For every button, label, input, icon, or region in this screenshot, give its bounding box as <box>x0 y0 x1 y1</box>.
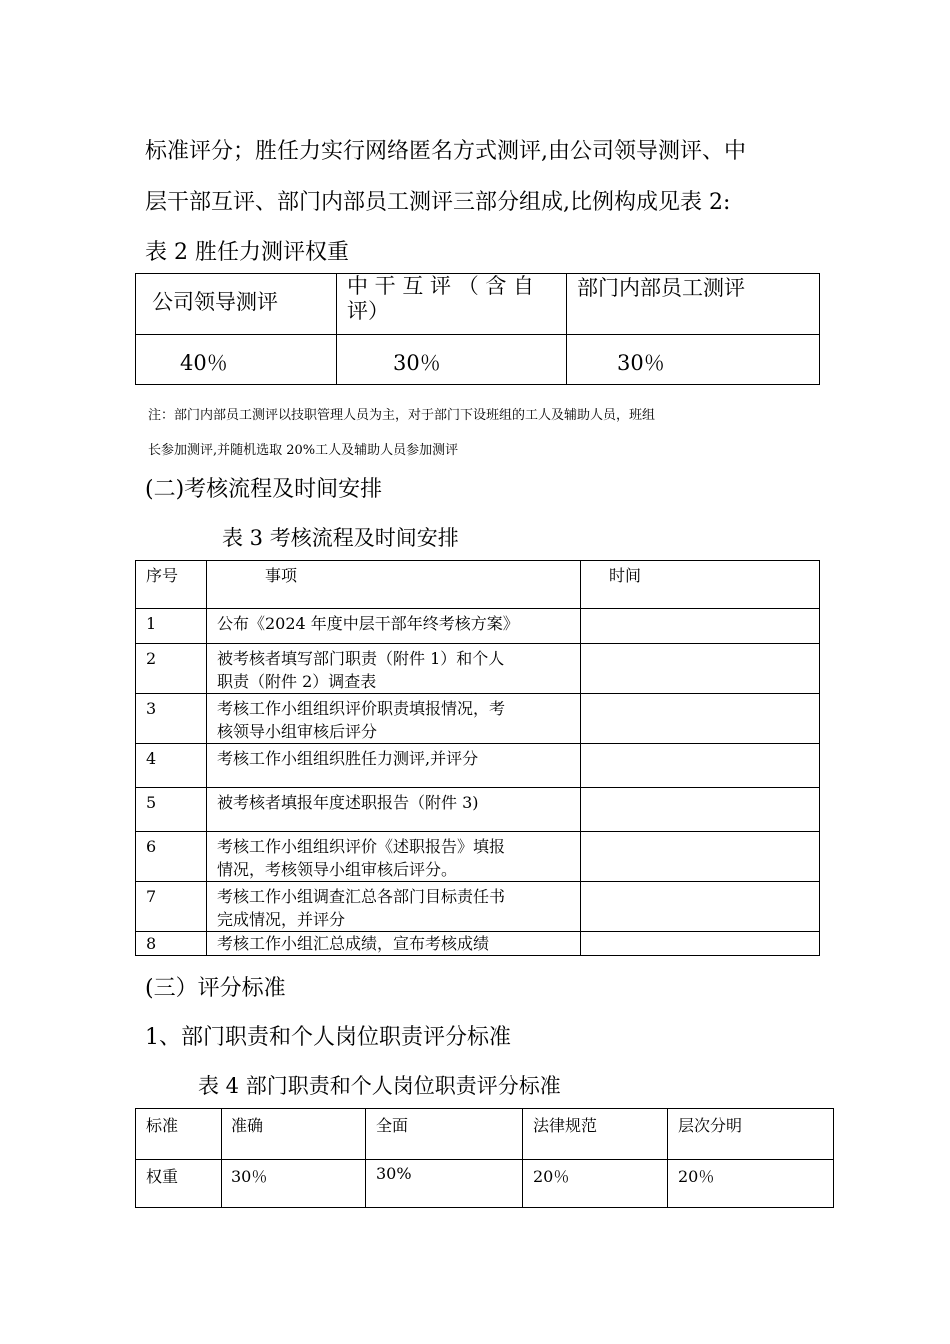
cell-comprehensive: 全面 <box>366 1109 523 1160</box>
row-item-line: 考核工作小组组织评价《述职报告》填报 <box>217 837 506 856</box>
row-item-line: 公布《2024 年度中层干部年终考核方案》 <box>217 614 519 633</box>
header-time: 时间 <box>581 561 820 609</box>
row-item-line: 考核工作小组组织胜任力测评,并评分 <box>217 749 479 768</box>
header-leader-eval: 公司领导测评 <box>136 274 337 335</box>
table-row <box>136 788 820 832</box>
row-time <box>581 694 820 744</box>
table-row <box>136 609 820 644</box>
header-peer-eval <box>337 274 567 335</box>
row-time <box>581 788 820 832</box>
value-peer-eval: 30％ <box>337 335 567 385</box>
cell-weight-accurate: 30％ <box>222 1160 366 1208</box>
cell-weight-structured: 20％ <box>668 1160 834 1208</box>
table-row <box>136 694 820 744</box>
row-item <box>207 932 581 956</box>
table-row <box>136 644 820 694</box>
intro-line-1: 标准评分；胜任力实行网络匿名方式测评,由公司领导测评、中 <box>145 139 746 164</box>
cell-weight-label: 权重 <box>136 1160 222 1208</box>
row-no: 1 <box>136 609 207 644</box>
cell-structured: 层次分明 <box>668 1109 834 1160</box>
cell-weight-legal: 20％ <box>523 1160 668 1208</box>
table-row <box>136 932 820 956</box>
row-no: 7 <box>136 882 207 932</box>
row-no: 6 <box>136 832 207 882</box>
row-time <box>581 744 820 788</box>
row-item-line: 完成情况，并评分 <box>217 910 346 929</box>
row-item-line: 职责（附件 2）调查表 <box>217 672 377 691</box>
row-item <box>207 832 581 882</box>
cell-accurate: 准确 <box>222 1109 366 1160</box>
row-item <box>207 694 581 744</box>
row-item <box>207 882 581 932</box>
row-no: 4 <box>136 744 207 788</box>
row-time <box>581 609 820 644</box>
table-row <box>136 832 820 882</box>
row-no: 8 <box>136 932 207 956</box>
section2-heading: (二)考核流程及时间安排 <box>145 477 383 502</box>
table4-caption: 表 4 部门职责和个人岗位职责评分标准 <box>198 1074 561 1098</box>
section3-heading: (三）评分标准 <box>145 976 286 1001</box>
row-item-line: 核领导小组审核后评分 <box>217 722 378 741</box>
row-time <box>581 644 820 694</box>
header-peer-eval-line2: 评） <box>347 299 389 323</box>
row-item-line: 被考核者填写部门职责（附件 1）和个人 <box>217 649 505 668</box>
row-time <box>581 832 820 882</box>
table2-note-line-2: 长参加测评,并随机选取 20%工人及辅助人员参加测评 <box>148 443 459 458</box>
row-item-line: 情况，考核领导小组审核后评分。 <box>217 860 458 879</box>
value-leader-eval: 40％ <box>136 335 337 385</box>
row-time <box>581 932 820 956</box>
section3-sub1: 1、部门职责和个人岗位职责评分标准 <box>145 1025 511 1050</box>
row-item-line: 被考核者填报年度述职报告（附件 3) <box>217 793 479 812</box>
table2-caption: 表 2 胜任力测评权重 <box>145 240 349 265</box>
row-no: 3 <box>136 694 207 744</box>
cell-weight-comprehensive: 30% <box>366 1160 523 1208</box>
row-time <box>581 882 820 932</box>
row-item <box>207 788 581 832</box>
table-row <box>136 744 820 788</box>
header-no: 序号 <box>136 561 207 609</box>
table3-caption: 表 3 考核流程及时间安排 <box>222 526 459 550</box>
header-item: 事项 <box>207 561 581 609</box>
row-item-line: 考核工作小组汇总成绩，宣布考核成绩 <box>217 934 490 953</box>
value-staff-eval: 30％ <box>567 335 820 385</box>
table-row <box>136 882 820 932</box>
header-staff-eval: 部门内部员工测评 <box>567 274 820 335</box>
process-schedule-table <box>135 560 820 956</box>
row-item-line: 考核工作小组组织评价职责填报情况，考 <box>217 699 506 718</box>
table2-note-line-1: 注：部门内部员工测评以技职管理人员为主，对于部门下设班组的工人及辅助人员，班组 <box>148 408 656 423</box>
competency-weight-table <box>135 273 820 385</box>
row-no: 2 <box>136 644 207 694</box>
cell-standard: 标准 <box>136 1109 222 1160</box>
row-item <box>207 744 581 788</box>
intro-line-2: 层干部互评、部门内部员工测评三部分组成,比例构成见表 2: <box>145 190 731 215</box>
row-item-line: 考核工作小组调查汇总各部门目标责任书 <box>217 887 506 906</box>
header-peer-eval-line1: 中 干 互 评 （ 含 自 <box>347 274 535 298</box>
cell-legal: 法律规范 <box>523 1109 668 1160</box>
duty-scoring-table <box>135 1108 834 1208</box>
row-item <box>207 609 581 644</box>
row-no: 5 <box>136 788 207 832</box>
row-item <box>207 644 581 694</box>
